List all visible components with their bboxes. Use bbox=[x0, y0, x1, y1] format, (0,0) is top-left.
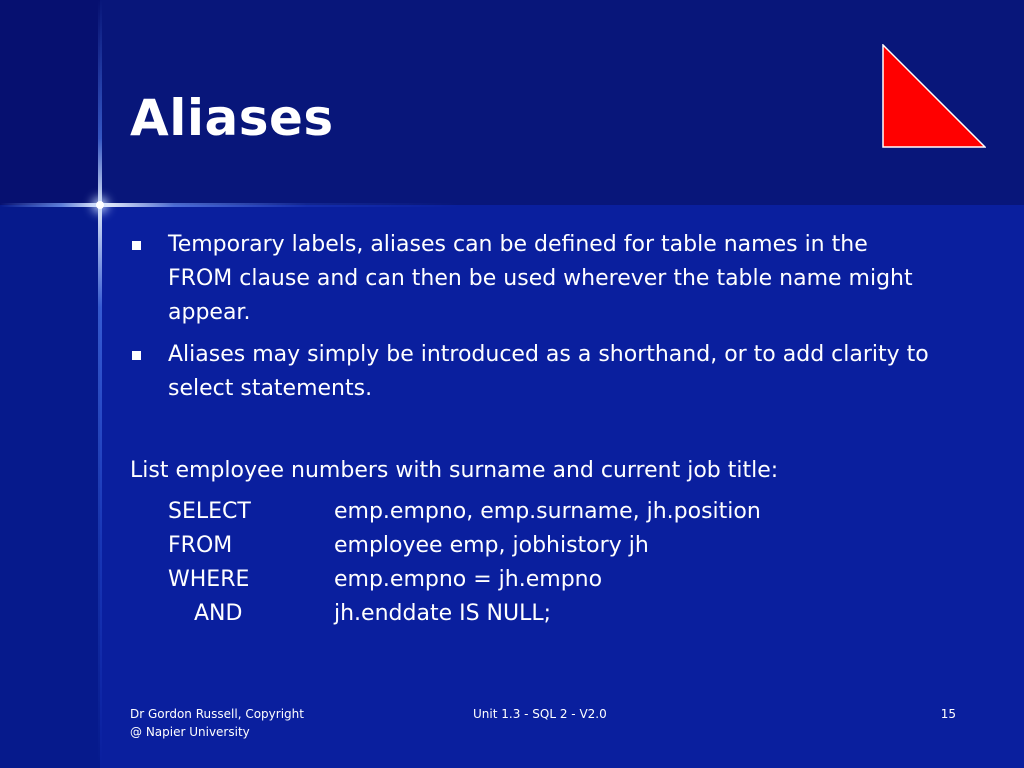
bullet-item bbox=[130, 228, 930, 330]
sql-keyword: FROM bbox=[168, 533, 233, 558]
sql-expression: jh.enddate IS NULL; bbox=[334, 601, 552, 626]
sparkle-icon bbox=[96, 201, 104, 209]
sql-intro-text: List employee numbers with surname and current job title: bbox=[130, 458, 779, 483]
sql-line bbox=[168, 597, 868, 631]
sql-keyword: WHERE bbox=[168, 567, 250, 592]
sql-expression: employee emp, jobhistory jh bbox=[334, 533, 649, 558]
sql-keyword: SELECT bbox=[168, 499, 251, 524]
bullet-list bbox=[130, 228, 930, 414]
sql-line bbox=[168, 563, 868, 597]
footer-unit: Unit 1.3 - SQL 2 - V2.0 bbox=[473, 707, 607, 721]
footer-author-line: Dr Gordon Russell, Copyright bbox=[130, 707, 304, 721]
square-bullet-icon bbox=[132, 241, 141, 250]
horizontal-glow-line bbox=[0, 203, 1024, 207]
bullet-text: Aliases may simply be introduced as a shorthand, or to add clarity to select statements. bbox=[168, 342, 929, 401]
sql-expression: emp.empno, emp.surname, jh.position bbox=[334, 499, 761, 524]
vertical-glow-line bbox=[98, 0, 102, 768]
header-band-left bbox=[0, 0, 100, 205]
sql-line bbox=[168, 529, 868, 563]
sql-expression: emp.empno = jh.empno bbox=[334, 567, 603, 592]
bullet-item bbox=[130, 338, 930, 406]
sql-query-block bbox=[168, 495, 868, 631]
square-bullet-icon bbox=[132, 351, 141, 360]
slide-title: Aliases bbox=[130, 89, 334, 147]
footer-author bbox=[130, 705, 390, 741]
footer-page-number: 15 bbox=[940, 707, 956, 721]
red-triangle-icon bbox=[882, 44, 986, 148]
sql-line bbox=[168, 495, 868, 529]
sql-keyword: AND bbox=[194, 601, 243, 626]
bullet-text: Temporary labels, aliases can be defined for table names in the FROM clause and can then be used wherever the table name might appear. bbox=[168, 232, 913, 325]
footer-author-line: @ Napier University bbox=[130, 725, 250, 739]
